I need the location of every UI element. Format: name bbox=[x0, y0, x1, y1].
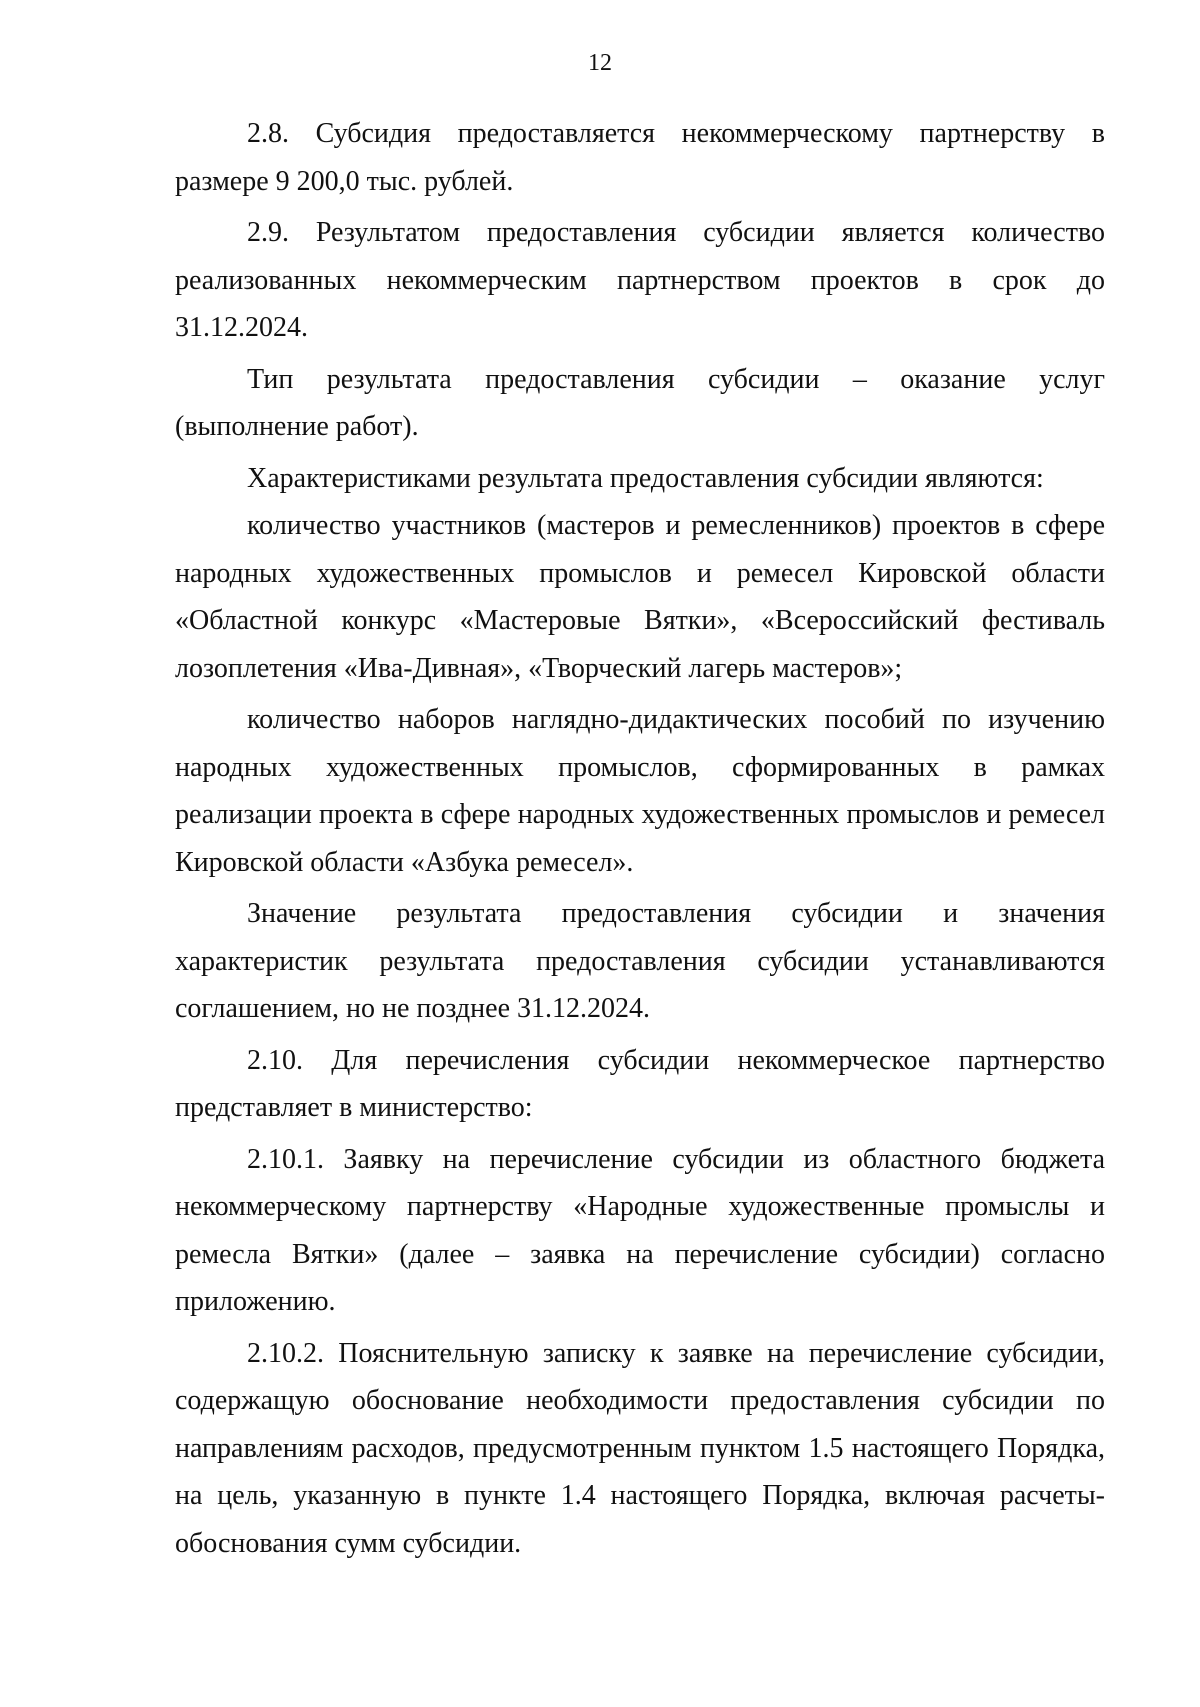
paragraph-2-9: 2.9. Результатом предоставления субсидии является количество реализованных некоммерческим партнерством проектов в срок до 31.12.2024. bbox=[175, 217, 1105, 343]
paragraph-2-10-2: 2.10.2. Пояснительную записку к заявке на перечисление субсидии, содержащую обоснование необходимости предоставления субсидии по направлениям расходов, предусмотренным пунктом 1.5 настоящего Порядка, на цель, указанную в пункте 1.4 настоящего Порядка, включая расчеты-обоснования сумм субсидии. bbox=[175, 1337, 1105, 1559]
page-number: 12 bbox=[588, 50, 612, 76]
document-body bbox=[175, 110, 1105, 1567]
paragraph-2-8: 2.8. Субсидия предоставляется некоммерческому партнерству в размере 9 200,0 тыс. рублей. bbox=[175, 118, 1105, 197]
paragraph-didactic-kits-count: количество наборов наглядно-дидактических пособий по изучению народных художественных промыслов, сформированных в рамках реализации проекта в сфере народных художественных промыслов и ремесел Кировской области «Азбука ремесел». bbox=[175, 704, 1105, 878]
paragraph-characteristics-intro: Характеристиками результата предоставления субсидии являются: bbox=[247, 462, 1044, 494]
paragraph-2-10: 2.10. Для перечисления субсидии некоммерческое партнерство представляет в министерство: bbox=[175, 1044, 1105, 1123]
paragraph-result-type: Тип результата предоставления субсидии – оказание услуг (выполнение работ). bbox=[175, 363, 1105, 442]
paragraph-result-value: Значение результата предоставления субсидии и значения характеристик результата предоставления субсидии устанавливаются соглашением, но не позднее 31.12.2024. bbox=[175, 898, 1105, 1024]
paragraph-participants-count: количество участников (мастеров и ремесленников) проектов в сфере народных художественных промыслов и ремесел Кировской области «Областной конкурс «Мастеровые Вятки», «Всероссийский фестиваль лозоплетения «Ива-Дивная», «Творческий лагерь мастеров»; bbox=[175, 510, 1105, 684]
paragraph-2-10-1: 2.10.1. Заявку на перечисление субсидии из областного бюджета некоммерческому партнерству «Народные художественные промыслы и ремесла Вятки» (далее – заявка на перечисление субсидии) согласно приложению. bbox=[175, 1143, 1105, 1317]
